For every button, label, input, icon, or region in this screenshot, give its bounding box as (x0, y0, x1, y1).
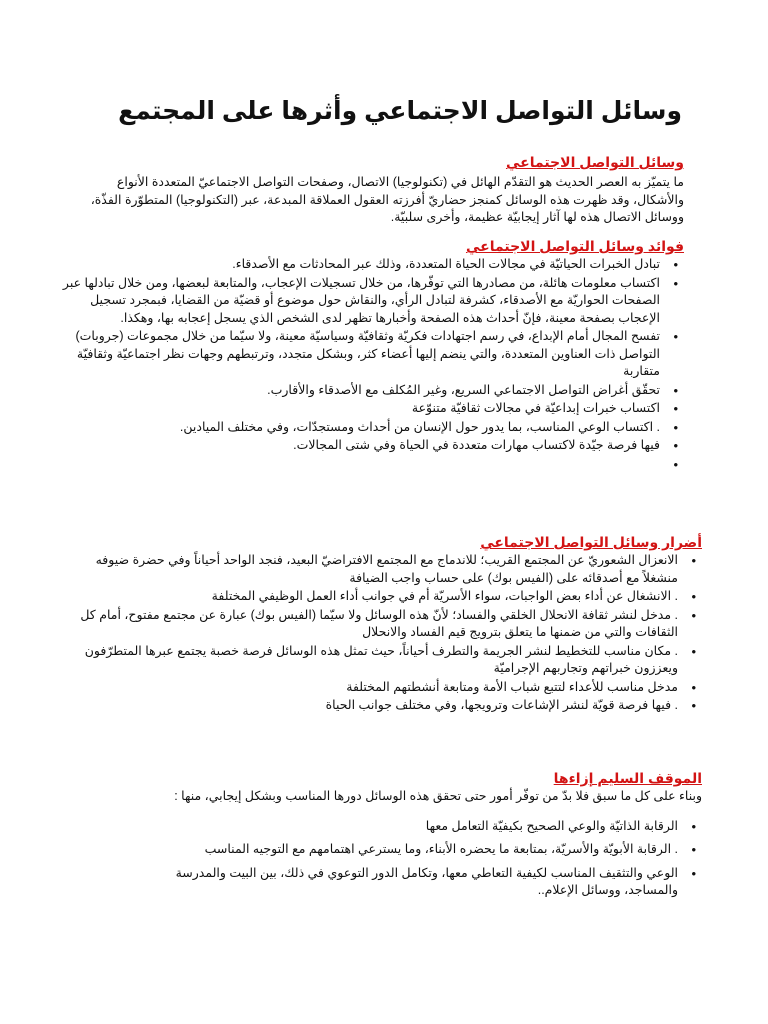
list-item: • تفسح المجال أمام الإبداع، في رسم اجتهادات فكريّة وثقافيّة وسياسيّة معينة، ولا سيّما من خلال مجموعات (جروبات) التواصل ذات العناوين المتعددة، والتي ينضم إليها أعضاء كثر، وبشكل متجدد، وترتبطهم وجهات نظر اجتماعيّة وثقافيّة متقاربة (54, 328, 684, 381)
section-heading: أضرار وسائل التواصل الاجتماعي (480, 534, 702, 550)
section-social-media (84, 152, 684, 227)
list-item: • الوعي والتثقيف المناسب لكيفية التعاطي معها، وتكامل الدور التوعوي في ذلك، بين البيت والمدرسة والمساجد، ووسائل الإعلام.. (142, 865, 702, 900)
list-item: • تحقّق أغراض التواصل الاجتماعي السريع، وغير المُكلف مع الأصدقاء والأقارب. (54, 382, 684, 400)
list-item: • تبادل الخبرات الحياتيّة في مجالات الحياة المتعددة، وذلك عبر المحادثات مع الأصدقاء. (54, 256, 684, 274)
harms-list (62, 552, 702, 715)
page-title: وسائل التواصل الاجتماعي وأثرها على المجتمع (118, 97, 682, 125)
list-item (54, 456, 684, 474)
list-item: • فيها فرصة جيّدة لاكتساب مهارات متعددة في الحياة وفي شتى المجالات. (54, 437, 684, 455)
section-benefits (54, 236, 684, 474)
list-item: • . الانشغال عن أداء بعض الواجبات، سواء الأسريّة أم في جوانب أداء العمل الوظيفي المختلفة (62, 588, 702, 606)
stance-list (142, 818, 702, 900)
list-item: • . فيها فرصة قويّة لنشر الإشاعات وترويجها، وفي مختلف جوانب الحياة (62, 697, 702, 715)
benefits-list (54, 256, 684, 473)
list-item: • . الرقابة الأبويّة والأسريّة، بمتابعة ما يحضره الأبناء، وما يسترعي اهتمامهم مع التوجيه المناسب (142, 841, 702, 859)
section-heading: وسائل التواصل الاجتماعي (505, 154, 684, 170)
list-item: • . مدخل لنشر ثقافة الانحلال الخلقي والفساد؛ لأنّ هذه الوسائل ولا سيّما (الفيس بوك) عبارة عن مجتمع مفتوح، أمام كل الثقافات والتي من ضمنها ما يتعلق بترويج قيم الفساد والانحلال (62, 607, 702, 642)
list-item: • اكتساب خبرات إبداعيّة في مجالات ثقافيّة متنوّعة (54, 400, 684, 418)
list-item: • اكتساب معلومات هائلة، من مصادرها التي توفّرها، من خلال تسجيلات الإعجاب، والمتابعة لبعضها، ومن خلال تبادلها عبر الصفحات الحواريّة مع الأصدقاء، كشرفة لتبادل الرأي، والنقاش حول موضوع أو قضيّة من القضايا، فبمجرد تسجيل الإعجاب بصفحة معينة، فإنّ أحداث هذه الصفحة وأخبارها تظهر لدى الشخص الذي يسجل إعجابه بها، وهكذا. (54, 275, 684, 328)
section-harms (62, 532, 702, 716)
section-heading: فوائد وسائل التواصل الاجتماعي (465, 238, 684, 254)
list-item: • الرقابة الذاتيّة والوعي الصحيح بكيفيّة التعامل معها (142, 818, 702, 836)
section-paragraph: وبناء على كل ما سبق فلا بدّ من توفّر أمور حتى تحقق هذه الوسائل دورها المناسب وبشكل إيجابي، منها : (174, 789, 702, 803)
section-paragraph: ما يتميّز به العصر الحديث هو التقدّم الهائل في (تكنولوجيا) الاتصال، وصفحات التواصل الاجتماعيّ المتعددة الأنواع والأشكال، وقد ظهرت هذه الوسائل كمنجز حضاريّ أفرزته العقول العملاقة المبدعة، عبر (التكنولوجيا) المتطوّرة الفذّة، ووسائل الاتصال هذه لها آثار إيجابيّة عظيمة، وأخرى سلبيّة. (90, 175, 684, 224)
list-item: • مدخل مناسب للأعداء لتتبع شباب الأمة ومتابعة أنشطتهم المختلفة (62, 679, 702, 697)
list-item: • الانعزال الشعوريّ عن المجتمع القريب؛ للاندماج مع المجتمع الافتراضيّ البعيد، فنجد الواحد أحياناً وفي حضرة ضيوفه منشغلاً مع أصدقائه على (الفيس بوك) على حساب واجب الضيافة (62, 552, 702, 587)
list-item: • . مكان مناسب للتخطيط لنشر الجريمة والتطرف أحياناً، حيث تمثل هذه الوسائل فرصة خصبة يجتمع عبرها المتطرّفون ويعززون خبراتهم وتجاربهم الإجراميّة (62, 643, 702, 678)
list-item: • . اكتساب الوعي المناسب، بما يدور حول الإنسان من أحداث ومستجدّات، وفي مختلف الميادين. (54, 419, 684, 437)
section-heading: الموقف السليم إزاءها (553, 770, 702, 786)
section-proper-stance (62, 768, 702, 906)
